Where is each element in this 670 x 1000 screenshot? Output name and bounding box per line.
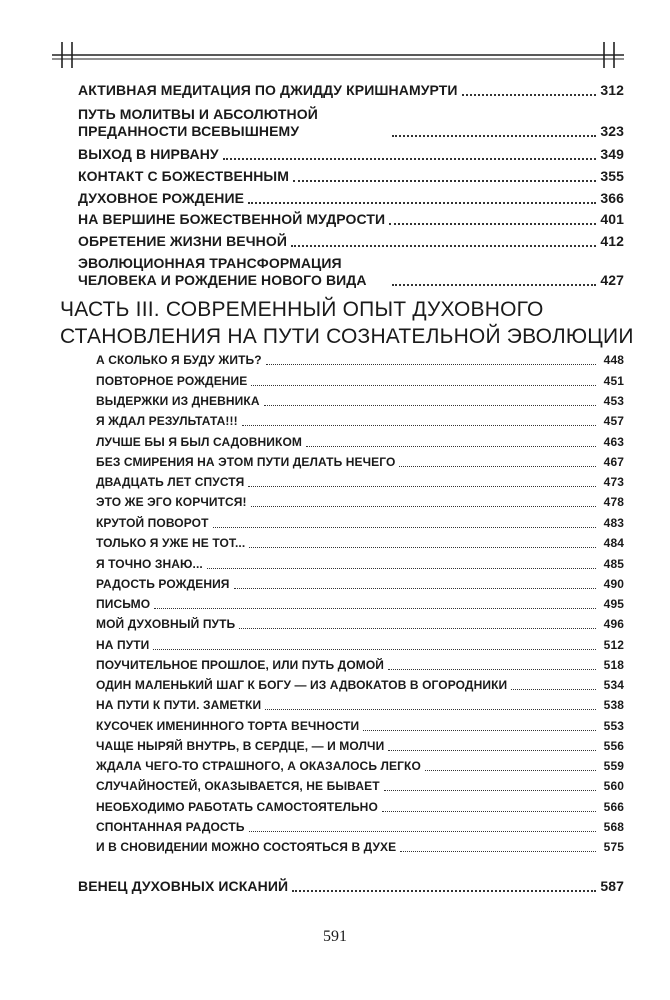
leader-dots (251, 506, 596, 507)
leader-dots (213, 527, 596, 528)
toc-entry-title: ЧАЩЕ НЫРЯЙ ВНУТРЬ, В СЕРДЦЕ, — И МОЛЧИ (96, 739, 385, 753)
leader-dots (382, 811, 596, 812)
toc-entry-page: 587 (600, 878, 624, 894)
part-heading-line: ЧАСТЬ III. СОВРЕМЕННЫЙ ОПЫТ ДУХОВНОГО (60, 298, 544, 321)
toc-entry-page: 463 (603, 435, 624, 449)
toc-entry-page: 448 (603, 353, 624, 367)
toc-entry-page: 556 (603, 739, 624, 753)
leader-dots (392, 284, 596, 286)
toc-entry[interactable] (96, 557, 624, 572)
leader-dots (399, 466, 596, 467)
toc-entry[interactable] (78, 255, 624, 289)
toc-entry[interactable] (78, 211, 624, 228)
toc-entry-page: 467 (603, 455, 624, 469)
toc-entry-page: 512 (603, 638, 624, 652)
toc-entry[interactable] (96, 394, 624, 409)
toc-entry-title: ВЕНЕЦ ДУХОВНЫХ ИСКАНИЙ (78, 878, 289, 894)
leader-dots (363, 730, 596, 731)
toc-entry[interactable] (96, 495, 624, 510)
leader-dots (248, 202, 596, 204)
toc-entry[interactable] (96, 353, 624, 368)
toc-entry-page: 518 (603, 658, 624, 672)
toc-entry[interactable] (96, 759, 624, 774)
leader-dots (425, 770, 596, 771)
toc-entry-page: 575 (603, 840, 624, 854)
toc-entry-page: 559 (603, 759, 624, 773)
toc-entry[interactable] (96, 800, 624, 815)
toc-entry-page: 490 (603, 577, 624, 591)
leader-dots (239, 628, 596, 629)
toc-entry[interactable] (78, 878, 624, 895)
page-number: 591 (323, 928, 347, 945)
toc-entry-page: 349 (600, 146, 624, 162)
leader-dots (248, 486, 596, 487)
toc-entry[interactable] (78, 106, 624, 140)
toc-entry-page: 495 (603, 597, 624, 611)
toc-entry[interactable] (96, 516, 624, 531)
toc-entry[interactable] (78, 168, 624, 185)
toc-entry-page: 427 (600, 272, 624, 288)
leader-dots (389, 223, 596, 225)
toc-entry-title: НА ПУТИ К ПУТИ. ЗАМЕТКИ (96, 698, 262, 712)
leader-dots (392, 135, 596, 137)
toc-entry-title: ЛУЧШЕ БЫ Я БЫЛ САДОВНИКОМ (96, 435, 302, 449)
toc-entry[interactable] (96, 435, 624, 450)
toc-entry-page: 484 (603, 536, 624, 550)
leader-dots (264, 405, 596, 406)
toc-entry-page: 483 (603, 516, 624, 530)
toc-entry[interactable] (96, 678, 624, 693)
leader-dots (388, 750, 596, 751)
toc-entry[interactable] (96, 658, 624, 673)
toc-entry-page: 457 (603, 414, 624, 428)
toc-entry-title: ОДИН МАЛЕНЬКИЙ ШАГ К БОГУ — ИЗ АДВОКАТОВ В ОГОРОДНИКИ (96, 678, 508, 692)
toc-entry-title: КОНТАКТ С БОЖЕСТВЕННЫМ (78, 168, 289, 184)
toc-entry-title: ЭТО ЖЕ ЭГО КОРЧИТСЯ! (96, 495, 247, 509)
toc-entry-title: ДУХОВНОЕ РОЖДЕНИЕ (78, 190, 245, 206)
decorative-top-rule (52, 40, 624, 70)
leader-dots (223, 158, 596, 160)
toc-entry[interactable] (96, 536, 624, 551)
toc-entry-page: 538 (603, 698, 624, 712)
toc-entry-title: А СКОЛЬКО Я БУДУ ЖИТЬ? (96, 353, 262, 367)
toc-entry[interactable] (96, 455, 624, 470)
leader-dots (249, 831, 596, 832)
toc-entry-page: 485 (603, 557, 624, 571)
leader-dots (153, 649, 596, 650)
toc-entry-title: МОЙ ДУХОВНЫЙ ПУТЬ (96, 617, 236, 631)
leader-dots (251, 385, 596, 386)
toc-entry-title: НА ПУТИ (96, 638, 150, 652)
leader-dots (154, 608, 596, 609)
toc-entry-title: И В СНОВИДЕНИИ МОЖНО СОСТОЯТЬСЯ В ДУХЕ (96, 840, 397, 854)
toc-entry-page: 560 (603, 779, 624, 793)
toc-entry[interactable] (96, 719, 624, 734)
toc-entry[interactable] (78, 190, 624, 207)
leader-dots (293, 180, 596, 182)
leader-dots (306, 446, 596, 447)
toc-entry-title: ПОУЧИТЕЛЬНОЕ ПРОШЛОЕ, ИЛИ ПУТЬ ДОМОЙ (96, 658, 385, 672)
toc-entry-title: ДВАДЦАТЬ ЛЕТ СПУСТЯ (96, 475, 245, 489)
toc-entry-page: 323 (600, 123, 624, 139)
leader-dots (207, 568, 596, 569)
leader-dots (249, 547, 596, 548)
toc-entry[interactable] (78, 82, 624, 99)
leader-dots (511, 689, 596, 690)
leader-dots (384, 790, 596, 791)
toc-entry[interactable] (78, 146, 624, 163)
toc-entry-title: ВЫХОД В НИРВАНУ (78, 146, 219, 162)
toc-entry-title: НА ВЕРШИНЕ БОЖЕСТВЕННОЙ МУДРОСТИ (78, 211, 386, 227)
toc-entry-title: ЭВОЛЮЦИОННАЯ ТРАНСФОРМАЦИЯ ЧЕЛОВЕКА И РОЖДЕНИЕ НОВОГО ВИДА (78, 255, 367, 288)
toc-entry[interactable] (96, 577, 624, 592)
toc-entry[interactable] (96, 617, 624, 632)
toc-entry[interactable] (96, 779, 624, 794)
toc-entry[interactable] (78, 233, 624, 250)
toc-entry-title: ПОВТОРНОЕ РОЖДЕНИЕ (96, 374, 248, 388)
toc-entry-page: 453 (603, 394, 624, 408)
leader-dots (292, 890, 596, 892)
toc-entry-title: ПИСЬМО (96, 597, 151, 611)
toc-entry-page: 568 (603, 820, 624, 834)
toc-entry-title: АКТИВНАЯ МЕДИТАЦИЯ ПО ДЖИДДУ КРИШНАМУРТИ (78, 82, 458, 98)
toc-entry-page: 566 (603, 800, 624, 814)
toc-entry[interactable] (96, 739, 624, 754)
part-heading-line: СТАНОВЛЕНИЯ НА ПУТИ СОЗНАТЕЛЬНОЙ ЭВОЛЮЦИИ (60, 325, 634, 348)
leader-dots (266, 364, 596, 365)
toc-entry[interactable] (96, 597, 624, 612)
leader-dots (291, 245, 596, 247)
toc-entry-title: БЕЗ СМИРЕНИЯ НА ЭТОМ ПУТИ ДЕЛАТЬ НЕЧЕГО (96, 455, 396, 469)
toc-entry[interactable] (96, 638, 624, 653)
toc-entry-page: 355 (600, 168, 624, 184)
toc-entry[interactable] (96, 698, 624, 713)
toc-entry-page: 312 (600, 82, 624, 98)
toc-entry-title: ВЫДЕРЖКИ ИЗ ДНЕВНИКА (96, 394, 260, 408)
toc-entry-page: 366 (600, 190, 624, 206)
toc-entry[interactable] (96, 840, 624, 855)
toc-entry-title: ОБРЕТЕНИЕ ЖИЗНИ ВЕЧНОЙ (78, 233, 288, 249)
part-heading (60, 296, 634, 350)
toc-entry-page: 496 (603, 617, 624, 631)
toc-entry[interactable] (96, 820, 624, 835)
toc-entry-title: ПУТЬ МОЛИТВЫ И АБСОЛЮТНОЙ ПРЕДАННОСТИ ВСЕВЫШНЕМУ (78, 106, 318, 139)
toc-entry-page: 553 (603, 719, 624, 733)
toc-entry-title: РАДОСТЬ РОЖДЕНИЯ (96, 577, 230, 591)
toc-entry-page: 478 (603, 495, 624, 509)
toc-entry-page: 473 (603, 475, 624, 489)
toc-entry-page: 412 (600, 233, 624, 249)
toc-entry-title: ТОЛЬКО Я УЖЕ НЕ ТОТ... (96, 536, 246, 550)
leader-dots (462, 94, 596, 96)
toc-entry-title: ЖДАЛА ЧЕГО-ТО СТРАШНОГО, А ОКАЗАЛОСЬ ЛЕГКО (96, 759, 421, 773)
leader-dots (242, 425, 596, 426)
toc-entry-title: Я ТОЧНО ЗНАЮ... (96, 557, 203, 571)
toc-entry-title: СЛУЧАЙНОСТЕЙ, ОКАЗЫВАЕТСЯ, НЕ БЫВАЕТ (96, 779, 380, 793)
leader-dots (400, 851, 596, 852)
toc-entry-page: 451 (603, 374, 624, 388)
toc-entry[interactable] (96, 475, 624, 490)
toc-entry-title: КРУТОЙ ПОВОРОТ (96, 516, 209, 530)
toc-entry-title: НЕОБХОДИМО РАБОТАТЬ САМОСТОЯТЕЛЬНО (96, 800, 378, 814)
leader-dots (388, 669, 596, 670)
toc-entry[interactable] (96, 414, 624, 429)
toc-entry-title: СПОНТАННАЯ РАДОСТЬ (96, 820, 245, 834)
leader-dots (234, 588, 596, 589)
leader-dots (265, 709, 596, 710)
toc-entry-page: 534 (603, 678, 624, 692)
toc-entry[interactable] (96, 374, 624, 389)
toc-entry-title: Я ЖДАЛ РЕЗУЛЬТАТА!!! (96, 414, 238, 428)
toc-entry-title: КУСОЧЕК ИМЕНИННОГО ТОРТА ВЕЧНОСТИ (96, 719, 360, 733)
toc-entry-page: 401 (600, 211, 624, 227)
